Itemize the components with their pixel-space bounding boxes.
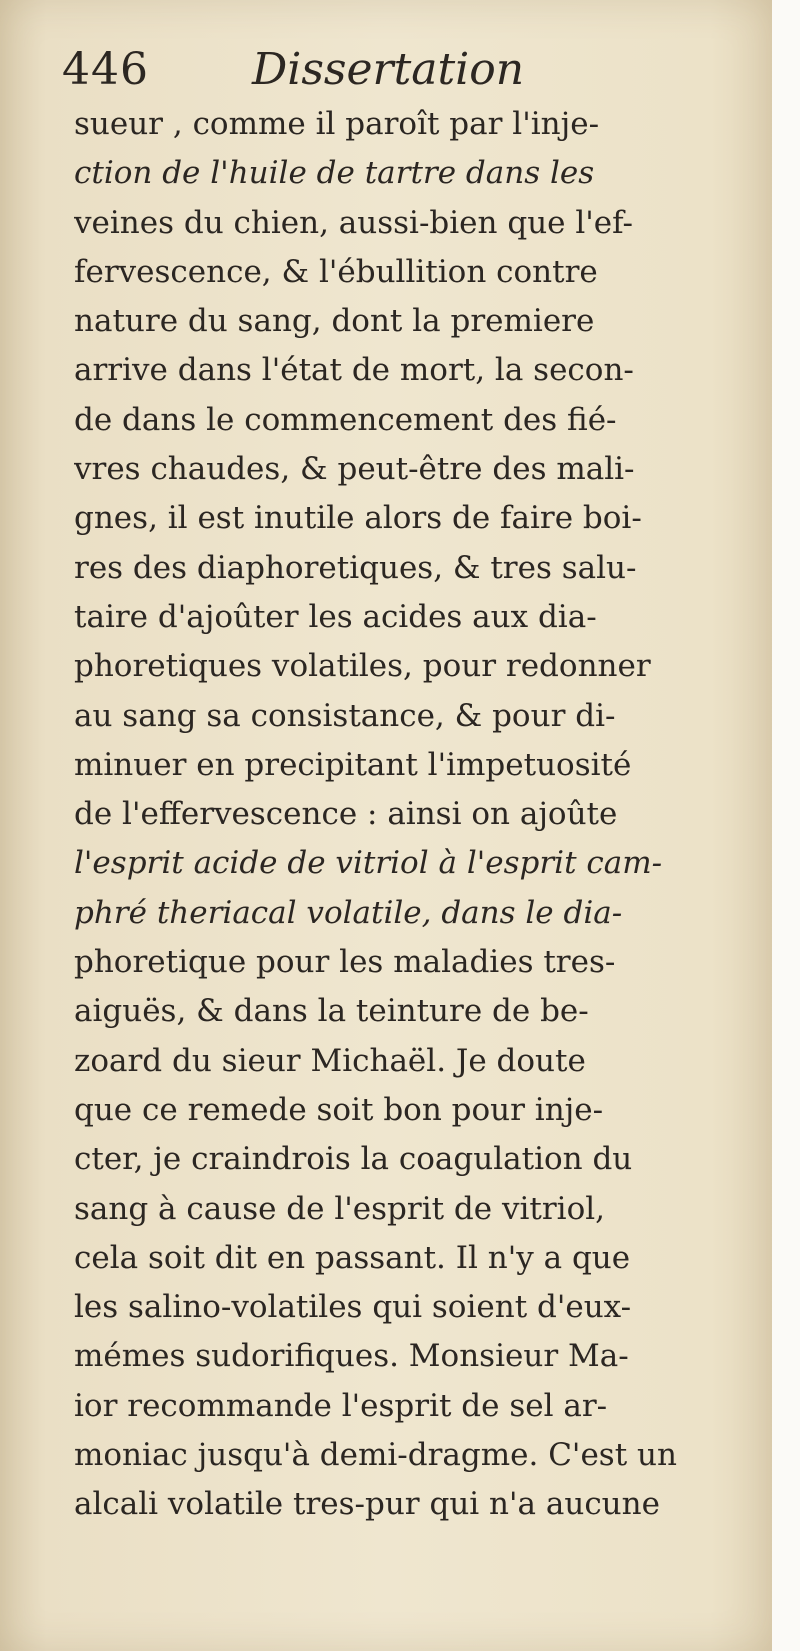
- text-line: taire d'ajoûter les acides aux dia-: [74, 598, 597, 635]
- text-line: res des diaphoretiques, & tres salu-: [74, 549, 637, 586]
- body-text: [74, 100, 732, 1530]
- text-line: veines du chien, aussi-bien que l'ef-: [74, 204, 633, 241]
- text-line: aiguës, & dans la teinture de be-: [74, 993, 589, 1030]
- text-line: de dans le commencement des fié-: [74, 401, 617, 438]
- text-line: moniac jusqu'à demi-dragme. C'est un: [74, 1437, 677, 1474]
- text-line: minuer en precipitant l'impetuosité: [74, 746, 632, 783]
- scan-margin: [772, 0, 800, 1651]
- text-line: phoretiques volatiles, pour redonner: [74, 648, 651, 685]
- text-line: phoretique pour les maladies tres-: [74, 944, 616, 981]
- text-line: alcali volatile tres-pur qui n'a aucune: [74, 1486, 660, 1523]
- text-line: arrive dans l'état de mort, la secon-: [74, 352, 634, 389]
- page-header: [62, 38, 722, 102]
- text-line: mémes sudorifiques. Monsieur Ma-: [74, 1338, 629, 1375]
- text-line: zoard du sieur Michaël. Je doute: [74, 1042, 586, 1079]
- text-line: que ce remede soit bon pour inje-: [74, 1091, 604, 1128]
- text-line: sang à cause de l'esprit de vitriol,: [74, 1190, 606, 1227]
- text-line: gnes, il est inutile alors de faire boi-: [74, 500, 642, 537]
- text-line: phré theriacal volatile, dans le dia-: [74, 894, 623, 931]
- text-line: cela soit dit en passant. Il n'y a que: [74, 1239, 631, 1276]
- text-line: les salino-volatiles qui soient d'eux-: [74, 1289, 632, 1326]
- text-line: fervescence, & l'ébullition contre: [74, 253, 598, 290]
- running-title: Dissertation: [252, 44, 525, 95]
- text-line: nature du sang, dont la premiere: [74, 303, 595, 340]
- text-line: de l'effervescence : ainsi on ajoûte: [74, 796, 618, 833]
- page-number: 446: [62, 44, 149, 95]
- text-line: vres chaudes, & peut-être des mali-: [74, 451, 635, 488]
- text-line: ction de l'huile de tartre dans les: [74, 155, 595, 192]
- text-line: ior recommande l'esprit de sel ar-: [74, 1387, 608, 1424]
- text-line: cter, je craindrois la coagulation du: [74, 1141, 633, 1178]
- text-line: sueur , comme il paroît par l'inje-: [74, 106, 600, 142]
- text-line: l'esprit acide de vitriol à l'esprit cam-: [74, 845, 663, 882]
- text-line: au sang sa consistance, & pour di-: [74, 697, 616, 734]
